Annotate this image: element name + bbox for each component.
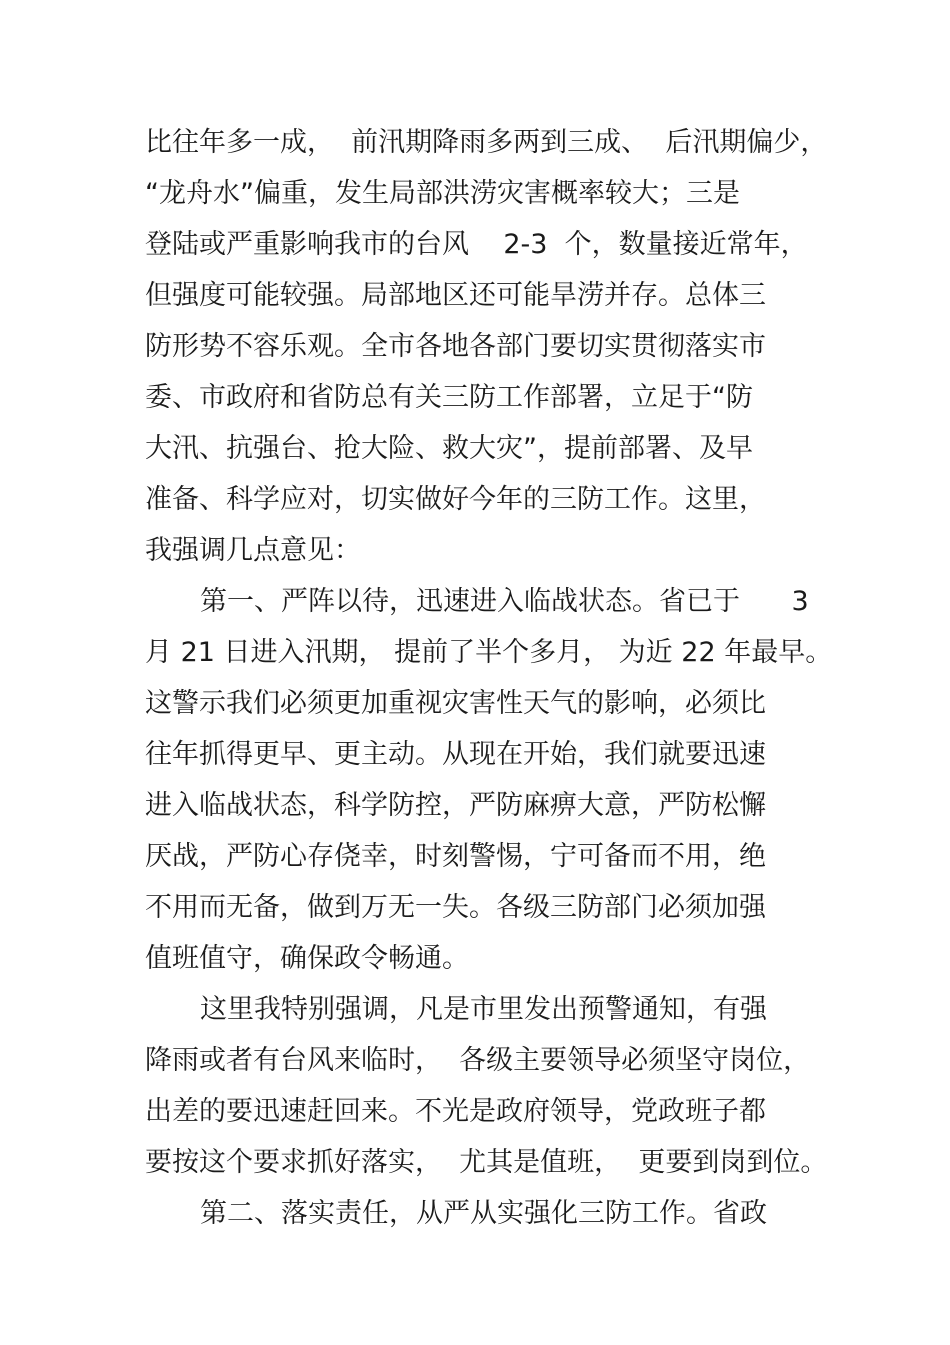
text-line: 出差的要迅速赶回来。不光是政府领导，党政班子都 [145,1096,766,1127]
text-line: 防形势不容乐观。全市各地各部门要切实贯彻落实市 [145,331,766,362]
paragraph-heading-line: 第二、落实责任，从严从实强化三防工作。省政 [200,1198,767,1229]
text-line: 登陆或严重影响我市的台风 2-3 个，数量接近常年， [145,229,808,260]
text-line: 厌战，严防心存侥幸，时刻警惕，宁可备而不用，绝 [145,841,766,872]
text-line: 不用而无备，做到万无一失。各级三防部门必须加强 [145,892,766,923]
paragraph-first-line: 这里我特别强调，凡是市里发出预警通知，有强 [200,994,767,1025]
text-line: 往年抓得更早、更主动。从现在开始，我们就要迅速 [145,739,766,770]
text-line: 要按这个要求抓好落实， 尤其是值班， 更要到岗到位。 [145,1147,828,1178]
text-line: 委、市政府和省防总有关三防工作部署，立足于“防 [145,382,753,413]
text-line: 我强调几点意见： [145,535,361,566]
paragraph-heading-line: 第一、严阵以待，迅速进入临战状态。省已于 3 [200,586,809,617]
text-line: 大汛、抗强台、抢大险、救大灾”，提前部署、及早 [145,433,753,464]
text-line: 值班值守，确保政令畅通。 [145,943,469,974]
text-line: 降雨或者有台风来临时， 各级主要领导必须坚守岗位， [145,1045,811,1076]
text-line: 月 21 日进入汛期， 提前了半个多月， 为近 22 年最早。 [145,637,833,668]
text-line: 准备、科学应对，切实做好今年的三防工作。这里， [145,484,766,515]
text-line: 这警示我们必须更加重视灾害性天气的影响，必须比 [145,688,766,719]
text-line: “龙舟水”偏重，发生局部洪涝灾害概率较大；三是 [145,178,740,209]
text-line: 进入临战状态，科学防控，严防麻痹大意，严防松懈 [145,790,766,821]
text-line: 比往年多一成， 前汛期降雨多两到三成、 后汛期偏少， [145,127,828,158]
text-line: 但强度可能较强。局部地区还可能旱涝并存。总体三 [145,280,766,311]
